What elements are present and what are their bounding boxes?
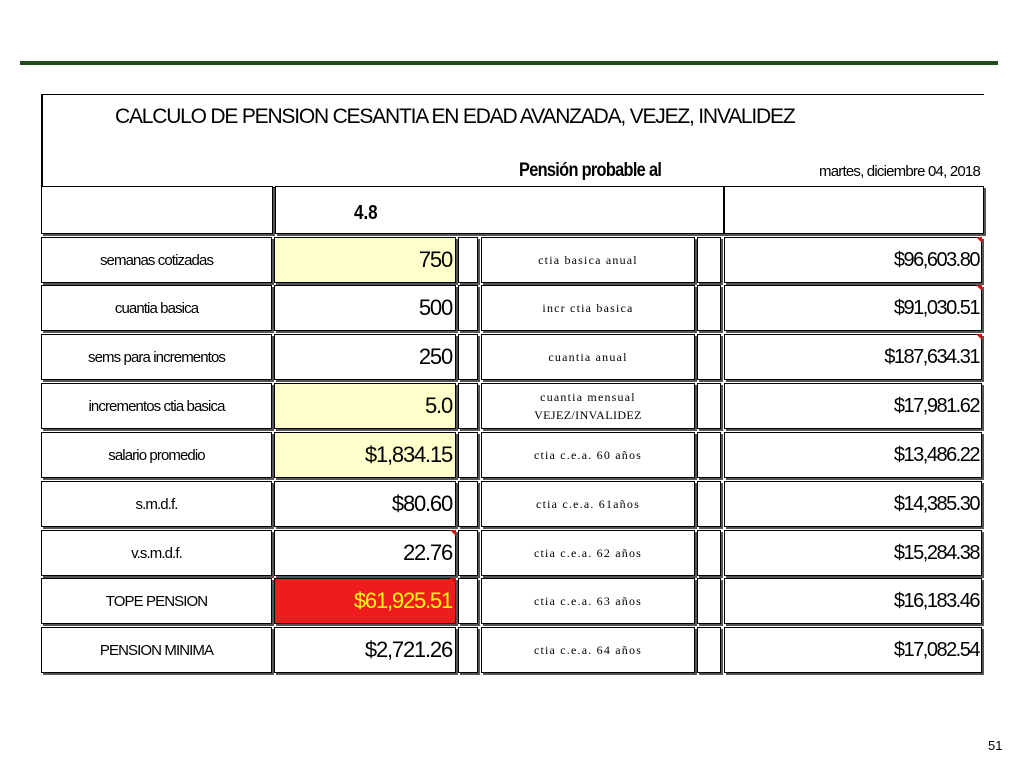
result-value-cell[interactable] xyxy=(724,285,982,331)
comment-indicator[interactable] xyxy=(976,334,982,340)
result-value-cell[interactable] xyxy=(724,481,982,527)
row-label-cell[interactable] xyxy=(41,383,272,429)
result-label-cell[interactable] xyxy=(481,578,695,624)
comment-indicator[interactable] xyxy=(976,237,982,243)
table-row xyxy=(41,578,984,624)
row-label: salario promedio xyxy=(108,446,205,464)
row-value: $80.60 xyxy=(391,491,452,516)
row-label-cell[interactable] xyxy=(41,627,272,673)
row-label-cell[interactable] xyxy=(41,237,272,283)
row-value: 22.76 xyxy=(402,540,452,565)
spacer-cell xyxy=(697,578,721,624)
row-value-cell[interactable] xyxy=(274,481,456,527)
spacer-cell xyxy=(458,578,478,624)
result-label: incr ctia basica xyxy=(542,301,634,315)
result-value: $14,385.30 xyxy=(893,492,979,515)
result-label-cell[interactable] xyxy=(481,237,695,283)
spacer-cell xyxy=(458,481,478,527)
sheet-title: CALCULO DE PENSION CESANTIA EN EDAD AVANZADA, VEJEZ, INVALIDEZ xyxy=(115,105,795,128)
result-value: $17,082.54 xyxy=(893,638,979,661)
result-value-cell[interactable] xyxy=(724,627,982,673)
result-label: ctia c.e.a. 63 años xyxy=(533,594,643,608)
row-label: cuantia basica xyxy=(114,299,199,317)
comment-indicator[interactable] xyxy=(450,578,456,584)
spacer-cell xyxy=(458,237,478,283)
spacer-cell xyxy=(697,334,721,380)
row-value-cell[interactable] xyxy=(274,432,456,478)
result-value-cell[interactable] xyxy=(724,530,982,576)
factor-blank-cell[interactable] xyxy=(41,186,273,234)
sheet-header xyxy=(41,94,984,189)
row-label-cell[interactable] xyxy=(41,285,272,331)
row-value-cell[interactable] xyxy=(274,285,456,331)
table-row xyxy=(41,383,984,429)
spacer-cell xyxy=(697,627,721,673)
row-label-cell[interactable] xyxy=(41,578,272,624)
row-value-cell[interactable] xyxy=(274,334,456,380)
spacer-cell xyxy=(458,383,478,429)
result-label-cell[interactable] xyxy=(481,383,695,429)
table-row xyxy=(41,627,984,673)
result-label-cell[interactable] xyxy=(481,334,695,380)
pension-probable-label: Pensión probable al xyxy=(519,160,662,181)
result-label-cell[interactable] xyxy=(481,530,695,576)
result-value-cell[interactable] xyxy=(724,578,982,624)
spacer-cell xyxy=(697,383,721,429)
result-label-cell[interactable] xyxy=(481,285,695,331)
row-label: s.m.d.f. xyxy=(135,495,178,513)
result-label: ctia c.e.a. 60 años xyxy=(533,448,643,462)
result-label-line2: VEJEZ/INVALIDEZ xyxy=(534,408,642,422)
result-value: $187,634.31 xyxy=(884,345,979,368)
table-row xyxy=(41,481,984,527)
row-value-cell[interactable] xyxy=(274,237,456,283)
result-value: $13,486.22 xyxy=(893,443,979,466)
row-value-cell[interactable] xyxy=(274,627,456,673)
result-value: $91,030.51 xyxy=(893,296,979,319)
result-label: cuantia mensual xyxy=(540,390,636,404)
spacer-cell xyxy=(458,285,478,331)
tope-pension-cell[interactable] xyxy=(274,578,456,624)
spacer-cell xyxy=(697,481,721,527)
result-label: ctia c.e.a. 61años xyxy=(536,497,640,511)
result-value: $96,603.80 xyxy=(893,248,979,271)
spacer-cell xyxy=(458,627,478,673)
row-label: PENSION MINIMA xyxy=(99,641,214,659)
date-value: martes, diciembre 04, 2018 xyxy=(819,163,980,180)
result-label: ctia c.e.a. 64 años xyxy=(533,643,643,657)
spacer-cell xyxy=(458,334,478,380)
spacer-cell xyxy=(697,285,721,331)
result-value-cell[interactable] xyxy=(724,237,982,283)
row-label-cell[interactable] xyxy=(41,334,272,380)
row-value: $2,721.26 xyxy=(364,637,452,662)
factor-row xyxy=(41,186,984,234)
row-label-cell[interactable] xyxy=(41,481,272,527)
spacer-cell xyxy=(458,530,478,576)
table-row xyxy=(41,432,984,478)
result-value: $17,981.62 xyxy=(893,394,979,417)
result-value-cell[interactable] xyxy=(724,432,982,478)
row-label: incrementos ctia basica xyxy=(88,397,225,415)
comment-indicator[interactable] xyxy=(450,530,456,536)
result-label: ctia basica anual xyxy=(538,253,638,267)
spacer-cell xyxy=(458,432,478,478)
result-label: cuantia anual xyxy=(548,350,628,364)
result-value: $16,183.46 xyxy=(893,589,979,612)
table-row xyxy=(41,285,984,331)
result-value-cell[interactable] xyxy=(724,334,982,380)
row-value-cell[interactable] xyxy=(274,383,456,429)
row-label: semanas cotizadas xyxy=(99,251,214,269)
spacer-cell xyxy=(697,432,721,478)
factor-cell[interactable] xyxy=(275,186,724,234)
factor-value: 4.8 xyxy=(354,202,378,224)
row-value: 250 xyxy=(418,344,452,369)
row-value: $1,834.15 xyxy=(364,442,452,467)
table-row xyxy=(41,237,984,283)
row-value-cell[interactable] xyxy=(274,530,456,576)
row-label: sems para incrementos xyxy=(88,348,225,366)
factor-blank-cell-right[interactable] xyxy=(724,186,984,234)
row-value: 500 xyxy=(418,295,452,320)
result-value: $15,284.38 xyxy=(893,541,979,564)
page-number: 51 xyxy=(988,738,1003,753)
row-value: 750 xyxy=(418,247,452,272)
result-label-cell[interactable] xyxy=(481,481,695,527)
row-value: $61,925.51 xyxy=(353,588,452,613)
row-label: v.s.m.d.f. xyxy=(131,544,182,562)
result-label-cell[interactable] xyxy=(481,432,695,478)
row-value: 5.0 xyxy=(425,393,452,418)
result-value-cell[interactable] xyxy=(724,383,982,429)
spacer-cell xyxy=(697,237,721,283)
result-label: ctia c.e.a. 62 años xyxy=(533,546,643,560)
comment-indicator[interactable] xyxy=(976,285,982,291)
top-rule xyxy=(20,61,998,65)
row-label-cell[interactable] xyxy=(41,432,272,478)
table-row xyxy=(41,530,984,576)
result-label-cell[interactable] xyxy=(481,627,695,673)
row-label: TOPE PENSION xyxy=(105,592,208,610)
spacer-cell xyxy=(697,530,721,576)
table-row xyxy=(41,334,984,380)
row-label-cell[interactable] xyxy=(41,530,272,576)
